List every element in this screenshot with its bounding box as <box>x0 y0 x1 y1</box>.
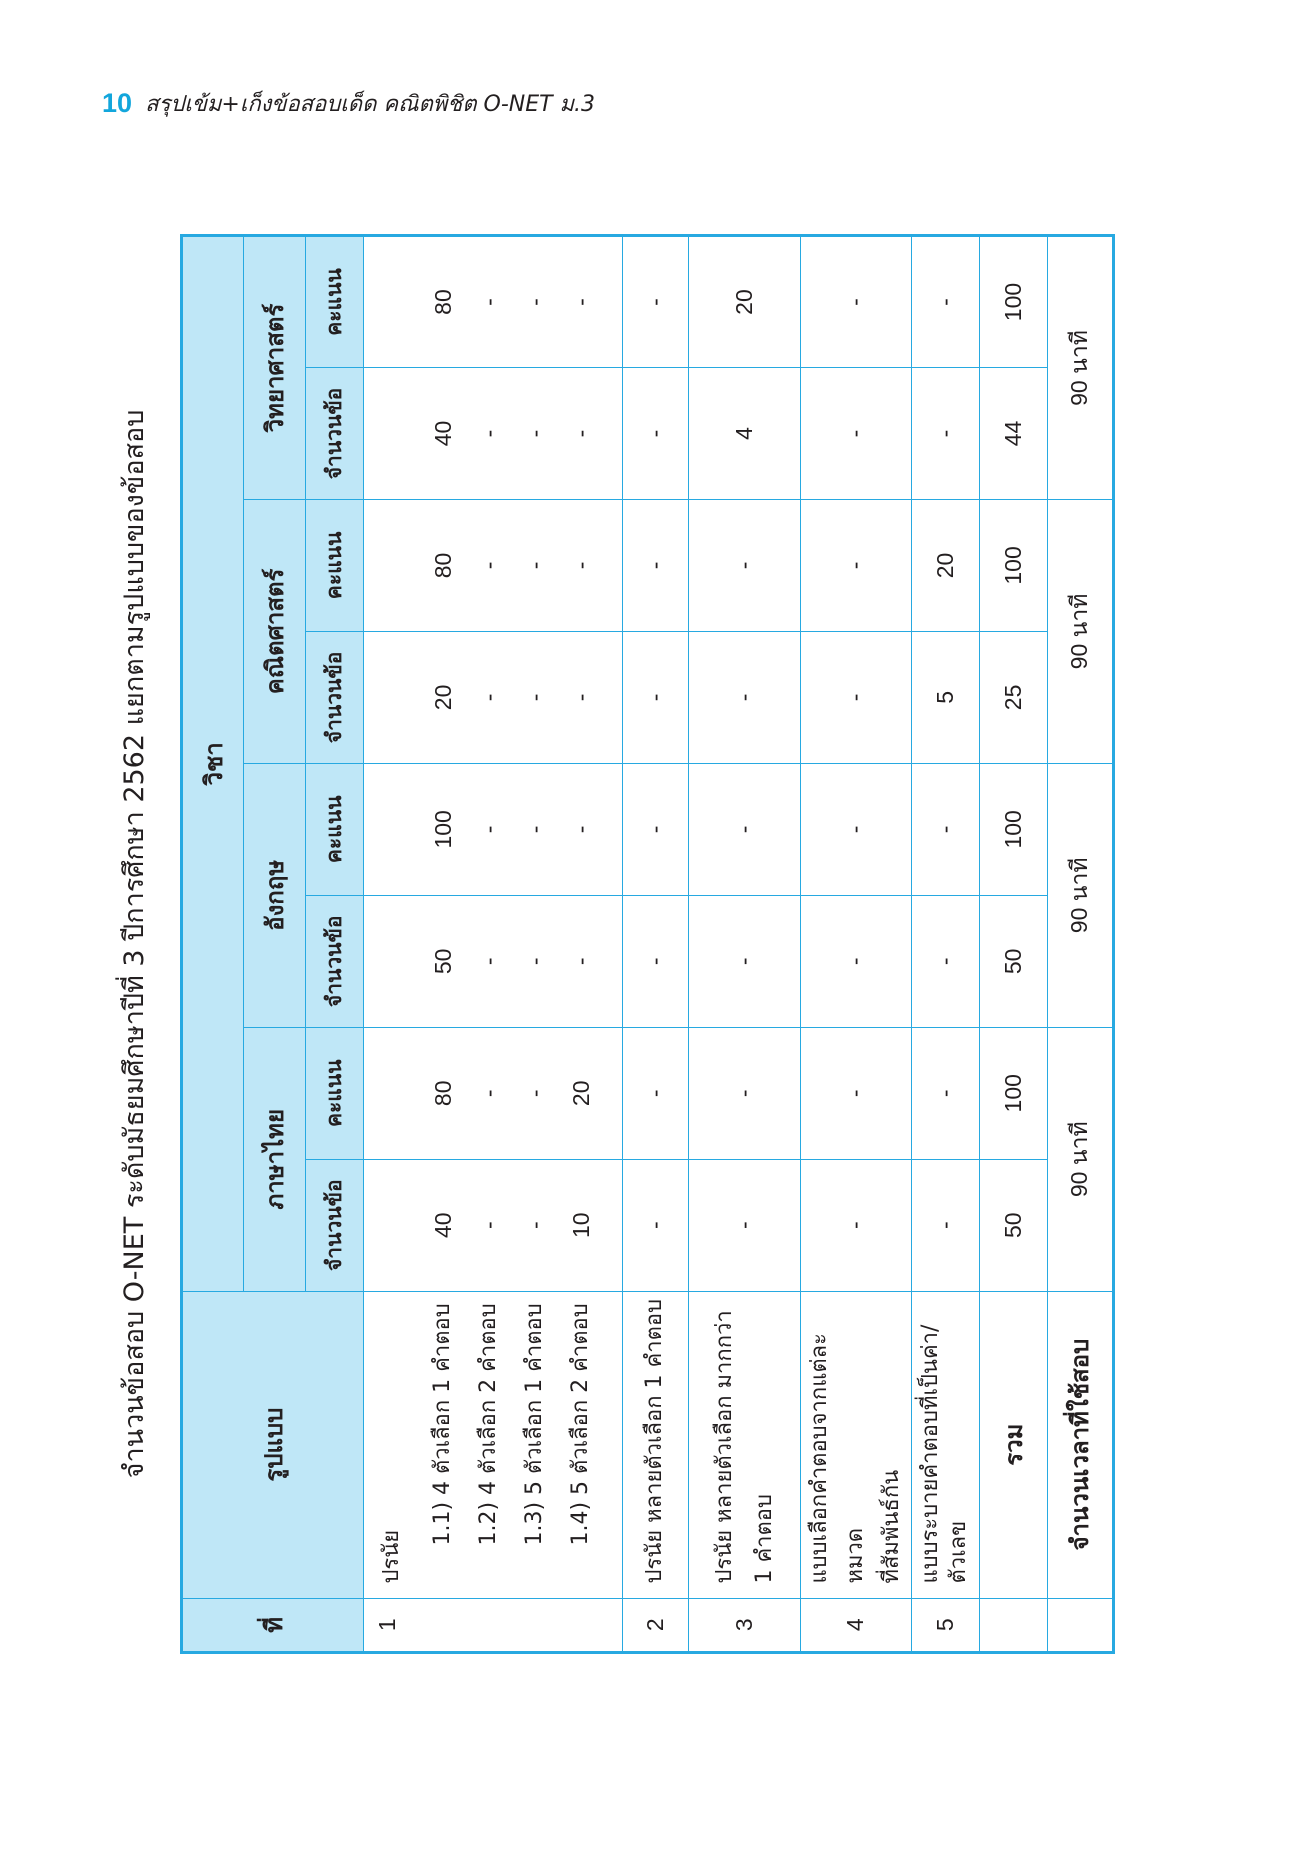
table-row <box>911 236 979 1653</box>
header-score: คะแนน <box>306 236 364 368</box>
header-count: จำนวนข้อ <box>306 895 364 1027</box>
exam-time-row <box>1047 236 1113 1653</box>
label-line: แบบเลือกคำตอบจากแต่ละหมวด <box>806 1333 868 1584</box>
total-value: 100 <box>979 499 1047 631</box>
header-count: จำนวนข้อ <box>306 631 364 763</box>
cell-value: - <box>522 298 548 306</box>
table-caption: จำนวนข้อสอบ O-NET ระดับมัธยมศึกษาปีที่ 3 ปีการศึกษา 2562 แยกตามรูปแบบของข้อสอบ <box>119 409 150 1479</box>
cell-value: 4 <box>689 368 801 500</box>
cell-value: - <box>800 1027 911 1159</box>
row-number-empty <box>979 1598 1047 1652</box>
cell-value: - <box>623 763 689 895</box>
cell-value: - <box>689 895 801 1027</box>
header-subject-math: คณิตศาสตร์ <box>244 499 306 763</box>
cell-value: - <box>911 895 979 1027</box>
header-score: คะแนน <box>306 499 364 631</box>
header-subject-science: วิทยาศาสตร์ <box>244 236 306 500</box>
row-format-label <box>689 1291 801 1598</box>
header-subject-english: อังกฤษ <box>244 763 306 1027</box>
sub-item-label: 1.2) 4 ตัวเลือก 2 คำตอบ <box>476 1303 501 1546</box>
cell-value: - <box>623 499 689 631</box>
cell-value: - <box>623 368 689 500</box>
header-subject-thai: ภาษาไทย <box>244 1027 306 1291</box>
exam-time-value: 90 นาที <box>1047 1027 1113 1291</box>
cell-value: - <box>911 1027 979 1159</box>
cell-value: 80 <box>430 552 456 579</box>
cell-value: - <box>568 957 594 966</box>
header-count: จำนวนข้อ <box>306 368 364 500</box>
total-value: 50 <box>979 895 1047 1027</box>
cell-value: - <box>911 763 979 895</box>
math-score-cell <box>364 499 623 631</box>
cell-value: 5 <box>911 631 979 763</box>
cell-value: - <box>800 895 911 1027</box>
table-row <box>689 236 801 1653</box>
math-count-cell <box>364 631 623 763</box>
cell-value: - <box>476 1221 502 1230</box>
cell-value: - <box>522 957 548 966</box>
cell-value: - <box>623 631 689 763</box>
row-format-label: ปรนัย หลายตัวเลือก 1 คำตอบ <box>623 1291 689 1598</box>
english-score-cell <box>364 763 623 895</box>
table-row <box>623 236 689 1653</box>
page-number: 10 <box>102 88 133 118</box>
cell-value: - <box>476 1089 502 1098</box>
cell-value: - <box>911 236 979 368</box>
cell-value: - <box>623 895 689 1027</box>
cell-value: - <box>476 957 502 966</box>
running-title: สรุปเข้ม+เก็งข้อสอบเด็ด คณิตพิชิต O-NET ม.3 <box>145 92 596 117</box>
row-main-label: ปรนัย <box>379 1529 404 1584</box>
label-line: 1 คำตอบ <box>751 1494 777 1584</box>
exam-time-value: 90 นาที <box>1047 763 1113 1027</box>
total-value: 25 <box>979 631 1047 763</box>
total-value: 50 <box>979 1159 1047 1291</box>
cell-value: - <box>568 561 594 570</box>
exam-time-value: 90 นาที <box>1047 236 1113 500</box>
cell-value: - <box>623 1027 689 1159</box>
thai-score-cell <box>364 1027 623 1159</box>
cell-value: - <box>800 499 911 631</box>
cell-value: - <box>476 693 502 702</box>
total-row <box>979 236 1047 1653</box>
cell-value: - <box>476 825 502 834</box>
cell-value: - <box>800 368 911 500</box>
row-number-empty <box>1047 1598 1113 1652</box>
cell-value: - <box>522 693 548 702</box>
cell-value: 40 <box>430 420 456 447</box>
row-number: 2 <box>623 1598 689 1652</box>
cell-value: - <box>689 1027 801 1159</box>
row-number: 3 <box>689 1598 801 1652</box>
cell-value: - <box>476 561 502 570</box>
row-number: 1 <box>364 1598 623 1652</box>
header-score: คะแนน <box>306 763 364 895</box>
table-row <box>364 236 623 1653</box>
cell-value: 10 <box>568 1212 594 1239</box>
cell-value: 80 <box>430 1080 456 1107</box>
exam-time-value: 90 นาที <box>1047 499 1113 763</box>
row-number: 5 <box>911 1598 979 1652</box>
row-number: 4 <box>800 1598 911 1652</box>
cell-value: 20 <box>911 499 979 631</box>
sub-item-label: 1.3) 5 ตัวเลือก 1 คำตอบ <box>522 1303 547 1546</box>
cell-value: - <box>568 825 594 834</box>
page-header <box>102 86 595 126</box>
header-format: รูปแบบ <box>182 1291 364 1598</box>
cell-value: 80 <box>430 289 456 315</box>
row-format-label <box>800 1291 911 1598</box>
science-score-cell <box>364 236 623 368</box>
cell-value: 100 <box>430 810 456 849</box>
cell-value: 40 <box>430 1212 456 1239</box>
cell-value: - <box>800 763 911 895</box>
cell-value: - <box>800 236 911 368</box>
thai-count-cell <box>364 1159 623 1291</box>
cell-value: 20 <box>430 684 456 711</box>
total-value: 100 <box>979 1027 1047 1159</box>
total-value: 100 <box>979 763 1047 895</box>
sub-item-label: 1.4) 5 ตัวเลือก 2 คำตอบ <box>568 1303 593 1546</box>
cell-value: - <box>911 368 979 500</box>
cell-value: - <box>522 1089 548 1098</box>
cell-value: - <box>689 631 801 763</box>
cell-value: - <box>689 763 801 895</box>
total-value: 44 <box>979 368 1047 500</box>
header-no: ที่ <box>182 1598 364 1652</box>
rotated-table-block <box>100 228 1095 1660</box>
cell-value: - <box>522 1221 548 1230</box>
cell-value: - <box>623 1159 689 1291</box>
cell-value: - <box>623 236 689 368</box>
cell-value: - <box>522 825 548 834</box>
cell-value: - <box>476 429 502 438</box>
exam-time-label: จำนวนเวลาที่ใช้สอบ <box>1047 1291 1113 1598</box>
table-row <box>800 236 911 1653</box>
cell-value: - <box>800 631 911 763</box>
sub-item-label: 1.1) 4 ตัวเลือก 1 คำตอบ <box>430 1303 455 1546</box>
row-format-label <box>364 1291 623 1598</box>
cell-value: - <box>800 1159 911 1291</box>
exam-format-table <box>180 234 1115 1654</box>
header-subject-group: วิชา <box>182 236 244 1292</box>
science-count-cell <box>364 368 623 500</box>
cell-value: - <box>568 693 594 702</box>
cell-value: - <box>522 429 548 438</box>
header-score: คะแนน <box>306 1027 364 1159</box>
cell-value: - <box>568 298 594 306</box>
total-value: 100 <box>979 236 1047 368</box>
cell-value: - <box>911 1159 979 1291</box>
cell-value: - <box>476 298 502 306</box>
cell-value: 20 <box>568 1080 594 1107</box>
cell-value: - <box>689 499 801 631</box>
header-count: จำนวนข้อ <box>306 1159 364 1291</box>
row-format-label: แบบระบายคำตอบที่เป็นค่า/ตัวเลข <box>911 1291 979 1598</box>
cell-value: 20 <box>689 236 801 368</box>
label-line: ปรนัย หลายตัวเลือก มากกว่า <box>711 1310 737 1584</box>
total-label: รวม <box>979 1291 1047 1598</box>
cell-value: - <box>522 561 548 570</box>
cell-value: - <box>568 429 594 438</box>
cell-value: 50 <box>430 948 456 975</box>
cell-value: - <box>689 1159 801 1291</box>
english-count-cell <box>364 895 623 1027</box>
label-line: ที่สัมพันธ์กัน <box>878 1469 904 1584</box>
